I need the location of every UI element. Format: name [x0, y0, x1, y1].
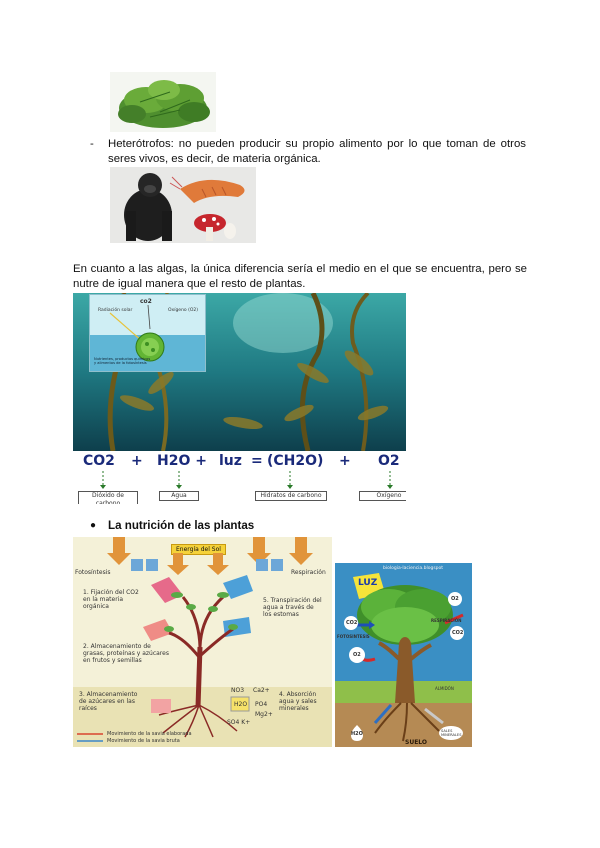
eq-label-h2o: Agua [159, 491, 199, 501]
fern-photo [110, 72, 216, 132]
algae-inset-oxygen: Oxígeno (O2) [168, 308, 199, 313]
eq-ch2o: (CH2O) [267, 453, 324, 469]
algae-inset [89, 294, 206, 372]
legend-savia-bruta: Movimiento de la savia bruta [107, 738, 180, 744]
plant-nutrition-diagram [73, 537, 332, 747]
eq-o2: O2 [378, 453, 400, 469]
ion-mg: Mg2+ [255, 711, 273, 718]
o2-left-label: O2 [353, 652, 361, 658]
eq-label-co2: Dióxido de carbono [78, 491, 138, 504]
ion-h2o: H2O [234, 701, 248, 708]
almidon-label: ALMIDÓN [435, 686, 454, 691]
sales-minerales-label: SALES MINERALES [441, 729, 462, 737]
heterotrophs-photo [110, 167, 256, 243]
ion-no3: NO3 [231, 687, 245, 694]
algas-text: En cuanto a las algas, la única diferencia sería el medio en el que se encuentra, pero se nutre de igual manera que el resto de plantas. [73, 263, 527, 290]
eq-h2o: H2O + [157, 453, 207, 469]
eq-luz: luz [219, 453, 242, 469]
fotosintesis-label: Fotosíntesis [75, 569, 111, 576]
algae-inset-nutrients: Nutrientes, productos químicos y alimentos de la fotosíntesis [94, 357, 151, 366]
h2o-label: H2O [351, 731, 363, 737]
step-2-label: 2. Almacenamiento de grasas, proteínas y azúcares en frutos y semillas [83, 643, 169, 664]
algae-inset-co2: co2 [140, 298, 152, 305]
respiracion-label-right: RESPIRACIÓN [431, 618, 462, 623]
tree-header: biologia-laciencia.blogspot [383, 566, 444, 571]
step-3-label: 3. Almacenamiento de azúcares en las raíces [79, 691, 138, 712]
algae-inset-radiation: Radiación solar [98, 308, 133, 313]
eq-label-o2: Oxígeno [359, 491, 406, 501]
co2-left-label: CO2 [346, 620, 358, 626]
sun-energy-label: Energía del Sol [171, 544, 226, 555]
tree-diagram [335, 563, 472, 747]
heterotrofos-text: Heterótrofos: no pueden producir su propio alimento por lo que toman de otros seres vivos, es decir, de materia orgánica. [108, 138, 526, 165]
luz-label: LUZ [358, 578, 378, 588]
step-5-label: 5. Transpiración del agua a través de los estomas [263, 597, 322, 618]
step-4-label: 4. Absorción agua y sales minerales [279, 691, 317, 712]
eq-co2: CO2 [83, 453, 115, 469]
ion-po4: PO4 [255, 701, 268, 708]
fotosintesis-label-right: FOTOSINTESIS [337, 634, 370, 639]
eq-plus-1: + [131, 453, 143, 469]
ion-ca: Ca2+ [253, 687, 270, 694]
photosynthesis-equation [73, 451, 406, 504]
eq-label-ch2o: Hidratos de carbono [255, 491, 327, 501]
ion-so4-k: SO4 K+ [227, 719, 251, 726]
section-bullet: ● [90, 520, 97, 531]
eq-equals: = [251, 453, 263, 469]
respiracion-label: Respiración [291, 569, 326, 576]
eq-plus-2: + [339, 453, 351, 469]
o2-top-right-label: O2 [451, 596, 459, 602]
legend-savia-elaborada: Movimiento de la savia elaborada [107, 731, 192, 737]
step-1-label: 1. Fijación del CO2 en la materia orgánica [83, 589, 139, 610]
section-title: La nutrición de las plantas [108, 519, 255, 532]
suelo-label: SUELO [405, 739, 428, 746]
heterotrofos-bullet: - [90, 138, 94, 150]
co2-right-label: CO2 [452, 630, 464, 636]
